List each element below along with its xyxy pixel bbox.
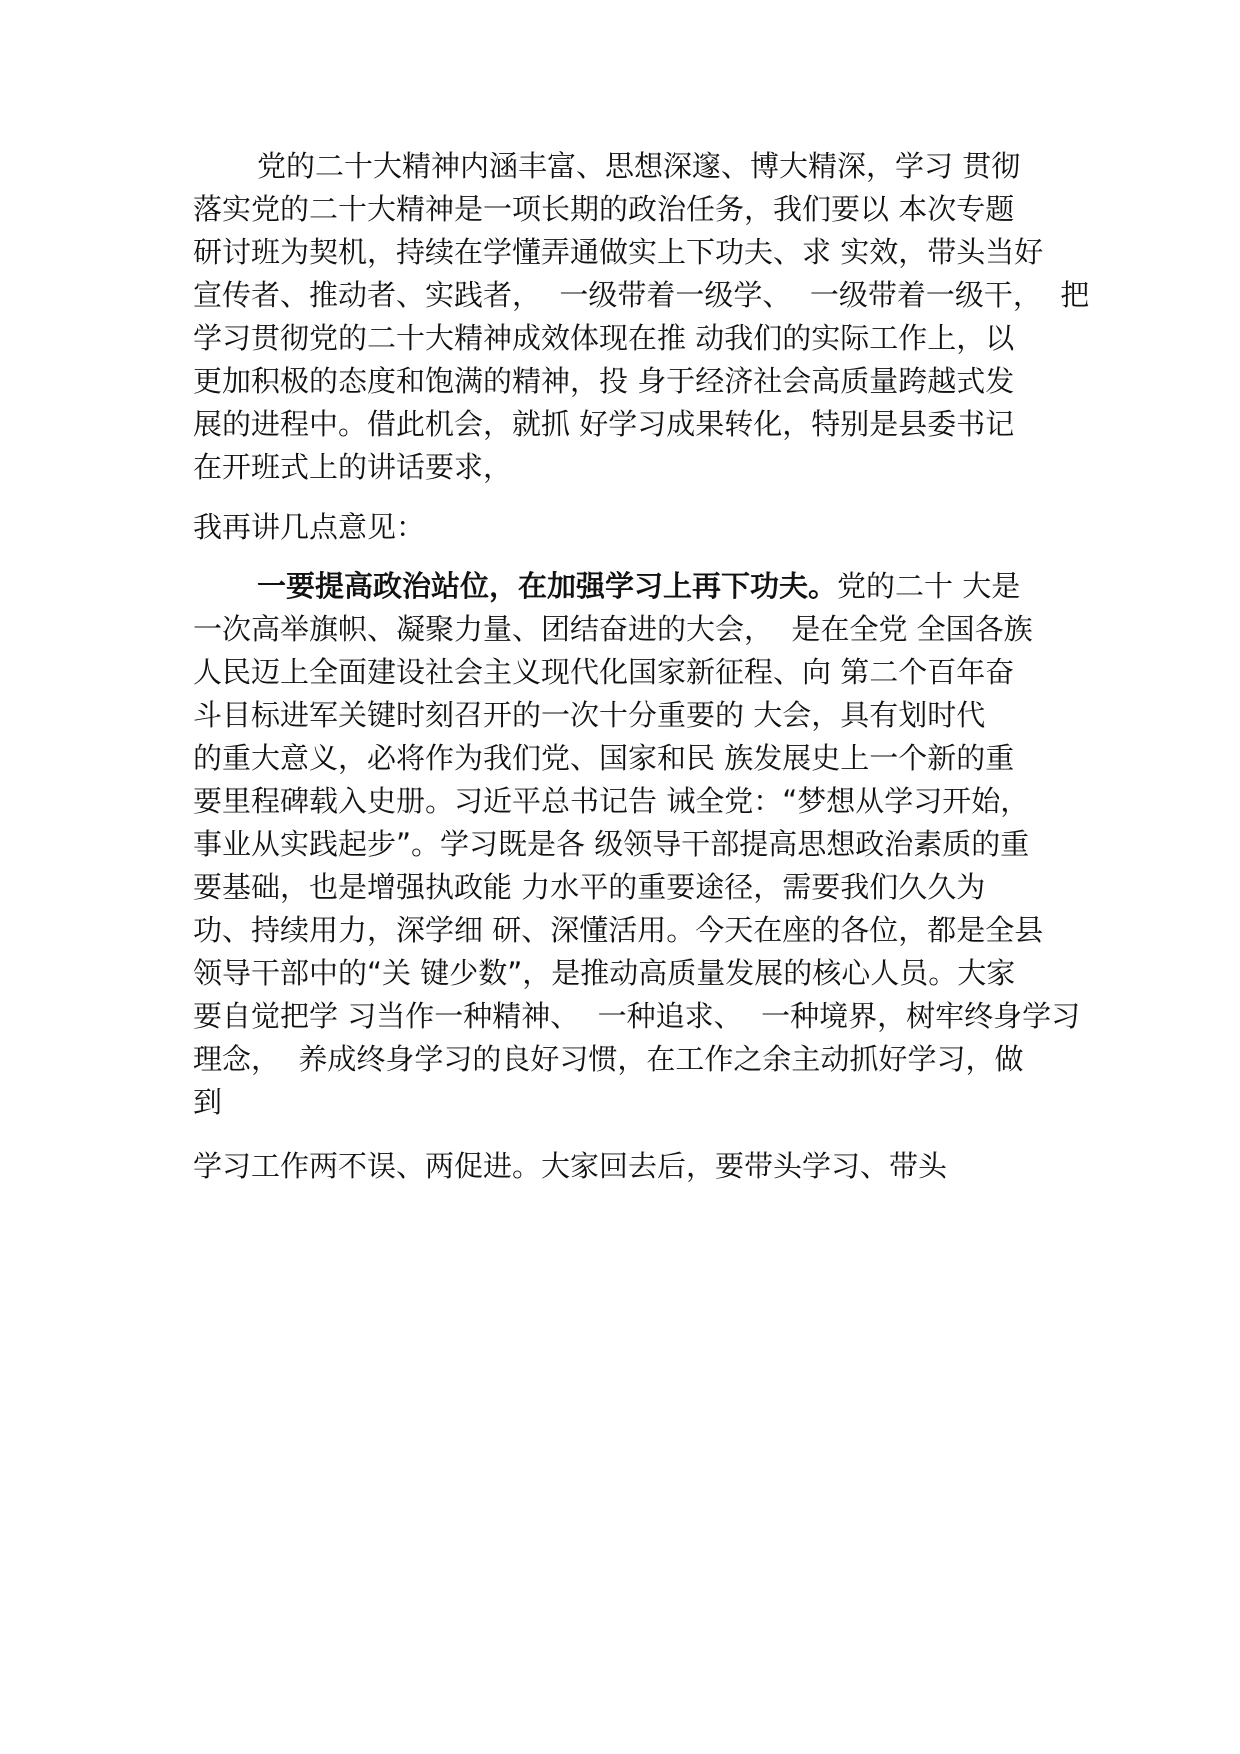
paragraph-3-line-2: 一次高举旗帜、凝聚力量、团结奋进的大会， 是在全党 全国各族 (193, 612, 1033, 646)
paragraph-3-line-11: 要自觉把学 习当作一种精神、 一种追求、 一种境界，树牢终身学习 (193, 999, 1081, 1033)
paragraph-1-line-4: 宣传者、推动者、实践者， 一级带着一级学、 一级带着一级干， 把 (193, 278, 1090, 312)
paragraph-3-line-12: 理念， 养成终身学习的良好习惯，在工作之余主动抓好学习，做 (193, 1042, 1024, 1076)
paragraph-1-line-3: 研讨班为契机，持续在学懂弄通做实上下功夫、求 实效，带头当好 (193, 235, 1044, 269)
paragraph-3-line-6: 要里程碑载入史册。习近平总书记告 诫全党：“梦想从学习开始， (193, 784, 1030, 818)
paragraph-3-line-3: 人民迈上全面建设社会主义现代化国家新征程、向 第二个百年奋 (193, 655, 1015, 689)
paragraph-2-line: 我再讲几点意见： (193, 510, 426, 544)
paragraph-4-line: 学习工作两不误、两促进。大家回去后，要带头学习、带头 (193, 1149, 948, 1183)
paragraph-3-line-4: 斗目标进军关键时刻召开的一次十分重要的 大会，具有划时代 (193, 698, 986, 732)
paragraph-1-line-5: 学习贯彻党的二十大精神成效体现在推 动我们的实际工作上，以 (193, 321, 1015, 355)
paragraph-3-line-10: 领导干部中的“关 键少数”，是推动高质量发展的核心人员。大家 (193, 956, 1016, 990)
paragraph-3-line-8: 要基础，也是增强执政能 力水平的重要途径，需要我们久久为 (193, 870, 986, 904)
paragraph-1-line-1: 党的二十大精神内涵丰富、思想深邃、博大精深，学习 贯彻 (257, 149, 1021, 183)
paragraph-1-line-8: 在开班式上的讲话要求， (193, 450, 513, 484)
paragraph-1-line-2: 落实党的二十大精神是一项长期的政治任务，我们要以 本次专题 (193, 192, 1015, 226)
paragraph-1-line-7: 展的进程中。借此机会，就抓 好学习成果转化，特别是县委书记 (193, 407, 1015, 441)
paragraph-3-lead-rest: 党的二十 大是 (837, 569, 1021, 603)
paragraph-3-line-7: 事业从实践起步”。学习既是各 级领导干部提高思想政治素质的重 (193, 827, 1030, 861)
paragraph-3-lead-bold: 一要提高政治站位，在加强学习上再下功夫。 (257, 569, 838, 603)
paragraph-3-line-9: 功、持续用力，深学细 研、深懂活用。今天在座的各位，都是全县 (193, 913, 1044, 947)
paragraph-3-line-13: 到 (193, 1085, 223, 1119)
paragraph-1-line-6: 更加积极的态度和饱满的精神，投 身于经济社会高质量跨越式发 (193, 364, 1015, 398)
paragraph-3-line-5: 的重大意义，必将作为我们党、国家和民 族发展史上一个新的重 (193, 741, 1015, 775)
paragraph-3-line-1 (257, 566, 1020, 606)
